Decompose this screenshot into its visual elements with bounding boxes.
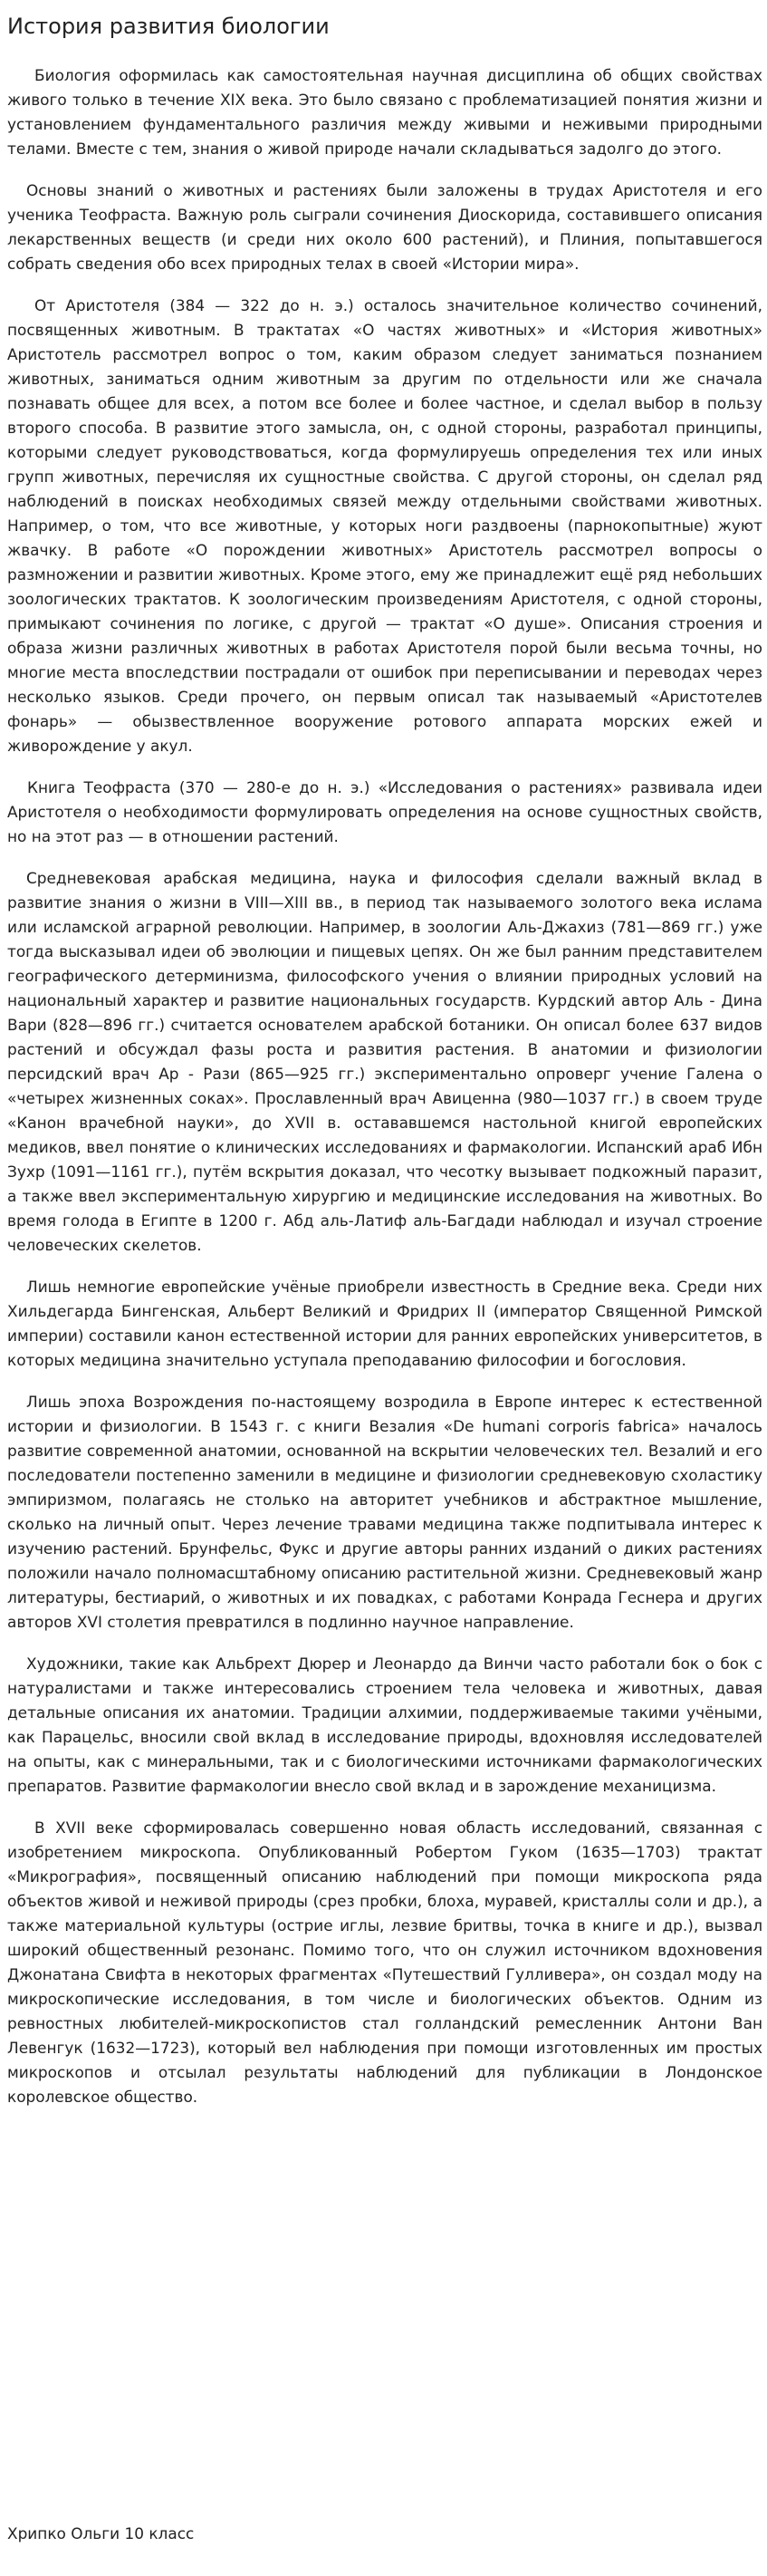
paragraph-aristotle-theophrastus: Основы знаний о животных и растениях были заложены в трудах Аристотеля и его ученика Теофраста. Важную роль сыграли сочинения Диоскорида, составившего описания лекарственных веществ (и среди них около 600 растений), и Плиния, попытавшегося собрать сведения обо всех природных телах в своей «Истории мира». (7, 181, 762, 273)
author-signature: Хрипко Ольги 10 класс (7, 2524, 195, 2542)
paragraph-medieval-arabic: Средневековая арабская медицина, наука и философия сделали важный вклад в развитие знания о жизни в VIII—XIII вв., в период так называемого золотого века ислама или исламской аграрной революции. Например, в зоологии Аль-Джахиз (781—869 гг.) уже тогда высказывал идеи об эволюции и пищевых цепях. Он же был ранним представителем географического детерминизма, философского учения о влиянии природных условий на национальный характер и развитие национальных государств. Курдский автор Аль - Дина Вари (828—896 гг.) считается основателем арабской ботаники. Он описал более 637 видов растений и обсуждал фазы роста и развития растения. В анатомии и физиологии персидский врач Ар - Рази (865—925 гг.) экспериментально опроверг учение Галена о «четырех жизненных соках». Прославленный врач Авиценна (980—1037 гг.) в своем труде «Канон врачебной науки», до XVII в. остававшемся настольной книгой европейских медиков, ввел понятие о клинических исследованиях и фармакологии. Испанский араб Ибн Зухр (1091—1161 гг.), путём вскрытия доказал, что чесотку вызывает подкожный паразит, а также ввел экспериментальную хирургию и медицинские исследования на животных. Во время голода в Египте в 1200 г. Абд аль-Латиф аль-Багдади наблюдал и изучал строение человеческих скелетов. (7, 869, 762, 1254)
page-title: История развития биологии (7, 14, 330, 39)
paragraph-aristotle: От Аристотеля (384 — 322 до н. э.) осталось значительное количество сочинений, посвященных животным. В трактатах «О частях животных» и «История животных» Аристотель рассмотрел вопрос о том, каким образом следует заниматься познанием животных, заниматься одним животным за другим по отдельности или же сначала познавать общее для всех, а потом все более и более частное, и сделал выбор в пользу второго способа. В развитие этого замысла, он, с одной стороны, разработал принципы, которыми следует руководствоваться, когда формулируешь определения тех или иных групп животных, перечисляя их сущностные свойства. С другой стороны, он сделал ряд наблюдений в поисках необходимых связей между отдельными свойствами животных. Например, о том, что все животные, у которых ноги раздвоены (парнокопытные) жуют жвачку. В работе «О порождении животных» Аристотель рассмотрел вопросы о размножении и развитии животных. Кроме этого, ему же принадлежит ещё ряд небольших зоологических трактатов. К зоологическим произведениям Аристотеля, с одной стороны, примыкают сочинения по логике, с другой — трактат «О душе». Описания строения и образа жизни различных животных в работах Аристотеля порой были весьма точны, но многие места впоследствии пострадали от ошибок при переписывании и переводах через несколько языков. Среди прочего, он первым описал так называемый «Аристотелев фонарь» — обызвествленное вооружение ротового аппарата морских ежей и живорождение у акул. (7, 296, 762, 755)
paragraph-microscope: В XVII веке сформировалась совершенно новая область исследований, связанная с изобретением микроскопа. Опубликованный Робертом Гуком (1635—1703) трактат «Микрография», посвященный описанию наблюдений при помощи микроскопа ряда объектов живой и неживой природы (срез пробки, блоха, муравей, кристаллы соли и др.), а также материальной культуры (острие иглы, лезвие бритвы, точка в книге и др.), вызвал широкий общественный резонанс. Помимо того, что он служил источником вдохновения Джонатана Свифта в некоторых фрагментах «Путешествий Гулливера», он создал моду на микроскопические исследования, в том числе и биологических объектов. Одним из ревностных любителей-микроскопистов стал голландский ремесленник Антони Ван Левенгук (1632—1723), который вел наблюдения при помощи изготовленных им простых микроскопов и отсылал результаты наблюдений для публикации в Лондонское королевское общество. (7, 1819, 762, 2106)
paragraph-theophrastus: Книга Теофраста (370 — 280-е до н. э.) «Исследования о растениях» развивала идеи Аристотеля о необходимости формулировать определения на основе сущностных свойств, но на этот раз — в отношении растений. (7, 778, 762, 845)
paragraph-intro: Биология оформилась как самостоятельная научная дисциплина об общих свойствах живого только в течение XIX века. Это было связано с проблематизацией понятия жизни и установлением фундаментального различия между живыми и неживыми природными телами. Вместе с тем, знания о живой природе начали складываться задолго до этого. (7, 66, 762, 158)
paragraph-medieval-europe: Лишь немногие европейские учёные приобрели известность в Средние века. Среди них Хильдегарда Бингенская, Альберт Великий и Фридрих II (император Священной Римской империи) составили канон естественной истории для ранних европейских университетов, в которых медицина значительно уступала преподаванию философии и богословия. (7, 1278, 762, 1369)
paragraph-renaissance: Лишь эпоха Возрождения по-настоящему возродила в Европе интерес к естественной истории и физиологии. В 1543 г. с книги Везалия «De humani corporis fabrica» началось развитие современной анатомии, основанной на вскрытии человеческих тел. Везалий и его последователи постепенно заменили в медицине и физиологии средневековую схоластику эмпиризмом, полагаясь не столько на авторитет учебников и абстрактное мышление, сколько на личный опыт. Через лечение травами медицина также подпитывала интерес к изучению растений. Брунфельс, Фукс и другие авторы ранних изданий о диких растениях положили начало полномасштабному описанию растительной жизни. Средневековый жанр литературы, бестиарий, о животных и их повадках, с работами Конрада Геснера и других авторов XVI столетия превратился в подлинно научное направление. (7, 1393, 762, 1631)
paragraph-artists-alchemy: Художники, такие как Альбрехт Дюрер и Леонардо да Винчи часто работали бок о бок с натуралистами и также интересовались строением тела человека и животных, давая детальные описания их анатомии. Традиции алхимии, поддерживаемые такими учёными, как Парацельс, вносили свой вклад в исследование природы, вдохновляя исследователей на опыты, как с минеральными, так и с биологическими источниками фармакологических препаратов. Развитие фармакологии внесло свой вклад и в зарождение механицизма. (7, 1655, 762, 1795)
